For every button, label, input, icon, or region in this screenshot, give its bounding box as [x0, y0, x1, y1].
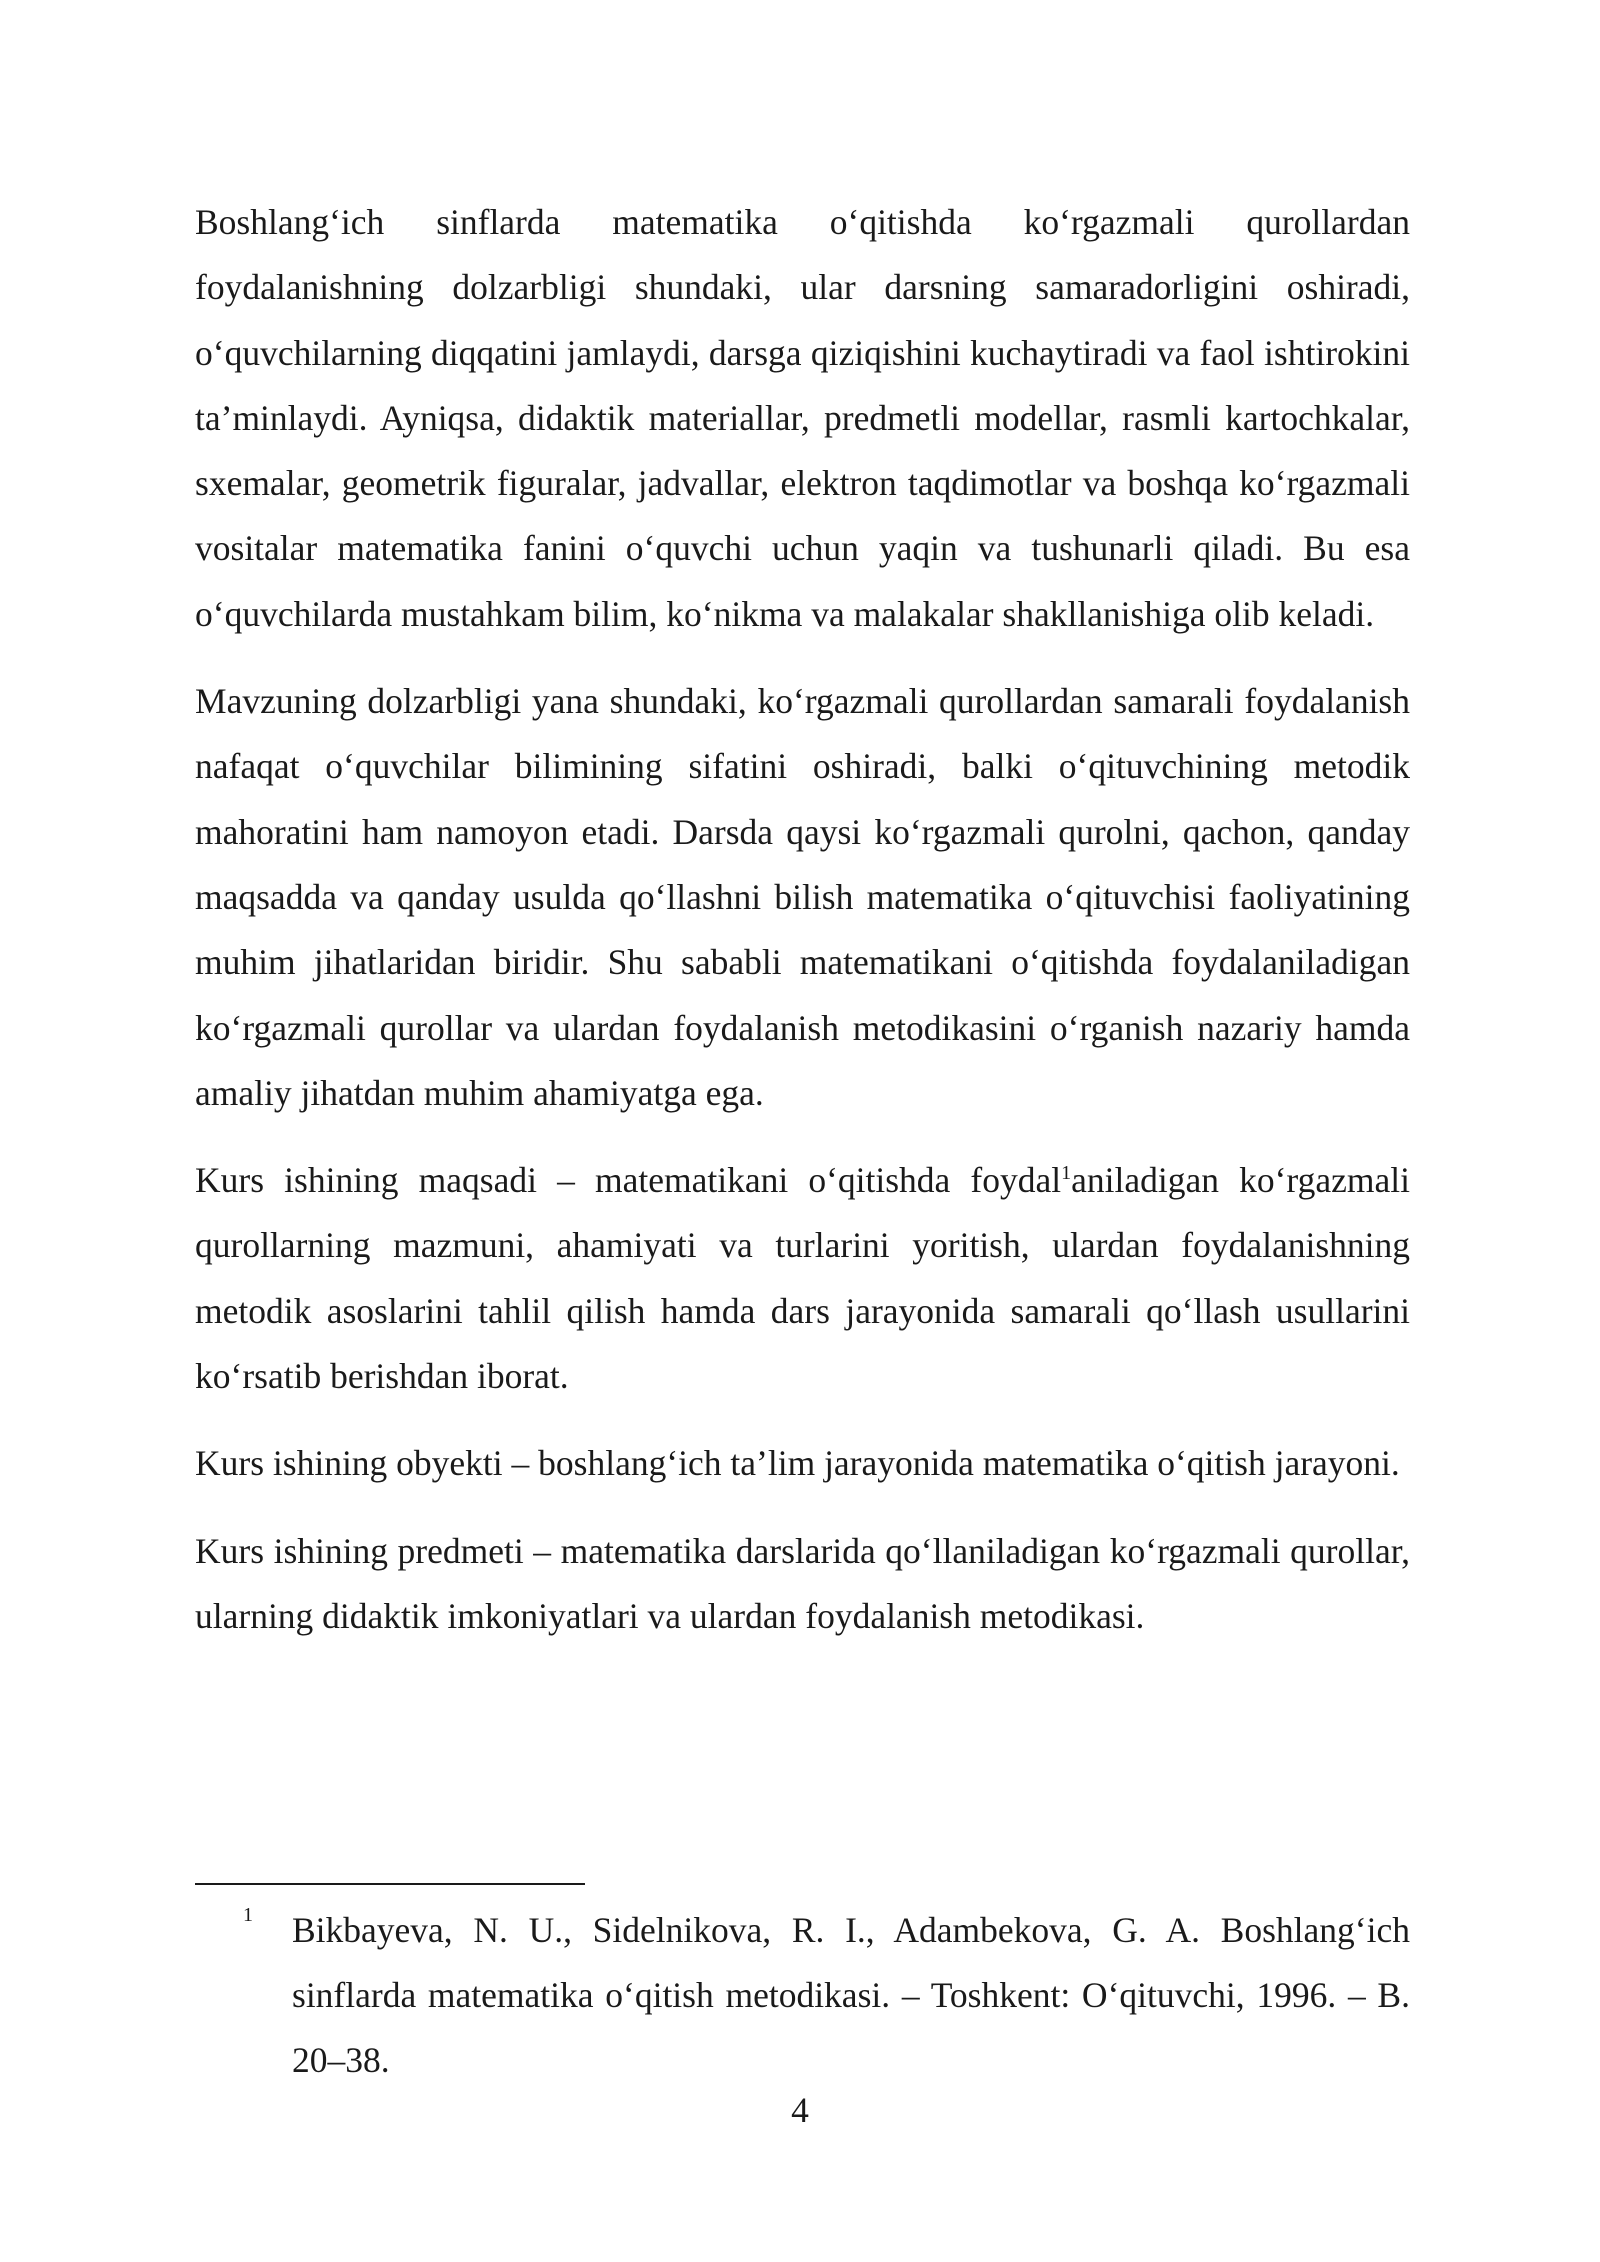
footnote-separator [195, 1883, 585, 1885]
footnote-mark: 1 [243, 1904, 253, 1926]
aim-text-after: aniladigan ko‘rgazmali qurollarning mazmuni, ahamiyati va turlarini yoritish, ulardan foydalanishning metodik asoslarini tahlil qilish hamda dars jarayonida samarali qo‘llash usullarini ko‘rsatib berishdan iborat. [195, 1160, 1410, 1397]
paragraph-object: Kurs ishining obyekti – boshlang‘ich ta’lim jarayonida matematika o‘qitish jarayoni. [195, 1443, 1400, 1484]
paragraph-aim [195, 1148, 1410, 1409]
paragraph-subject: Kurs ishining predmeti – matematika darslarida qo‘llaniladigan ko‘rgazmali qurollar, ularning didaktik imkoniyatlari va ulardan foydalanish metodikasi. [195, 1530, 1410, 1636]
body-text [195, 190, 1410, 1671]
footnote-text: Bikbayeva, N. U., Sidelnikova, R. I., Adambekova, G. A. Boshlang‘ich sinflarda matematika o‘qitish metodikasi. – Toshkent: O‘qituvchi, 1996. – B. 20–38. [292, 1910, 1410, 2080]
aim-text-before: Kurs ishining maqsadi – matematikani o‘qitishda foydal [195, 1160, 1062, 1201]
page-number: 4 [791, 2090, 809, 2130]
footnote-reference[interactable]: 1 [1061, 1162, 1072, 1185]
paragraph-relevance-continued: Mavzuning dolzarbligi yana shundaki, ko‘rgazmali qurollardan samarali foydalanish nafaqat o‘quvchilar bilimining sifatini oshiradi, balki o‘qituvchining metodik mahoratini ham namoyon etadi. Darsda qaysi ko‘rgazmali qurolni, qachon, qanday maqsadda va qanday usulda qo‘llashni bilish matematika o‘qituvchisi faoliyatining muhim jihatlaridan biridir. Shu sababli matematikani o‘qitishda foydalaniladigan ko‘rgazmali qurollar va ulardan foydalanish metodikasini o‘rganish nazariy hamda amaliy jihatdan muhim ahamiyatga ega. [195, 681, 1410, 1113]
paragraph-relevance: Boshlang‘ich sinflarda matematika o‘qitishda ko‘rgazmali qurollardan foydalanishning dolzarbligi shundaki, ular darsning samaradorligini oshiradi, o‘quvchilarning diqqatini jamlaydi, darsga qiziqishini kuchaytiradi va faol ishtirokini ta’minlaydi. Ayniqsa, didaktik materiallar, predmetli modellar, rasmli kartochkalar, sxemalar, geometrik figuralar, jadvallar, elektron taqdimotlar va boshqa ko‘rgazmali vositalar matematika fanini o‘quvchi uchun yaqin va tushunarli qiladi. Bu esa o‘quvchilarda mustahkam bilim, ko‘nikma va malakalar shakllanishiga olib keladi. [195, 202, 1410, 634]
